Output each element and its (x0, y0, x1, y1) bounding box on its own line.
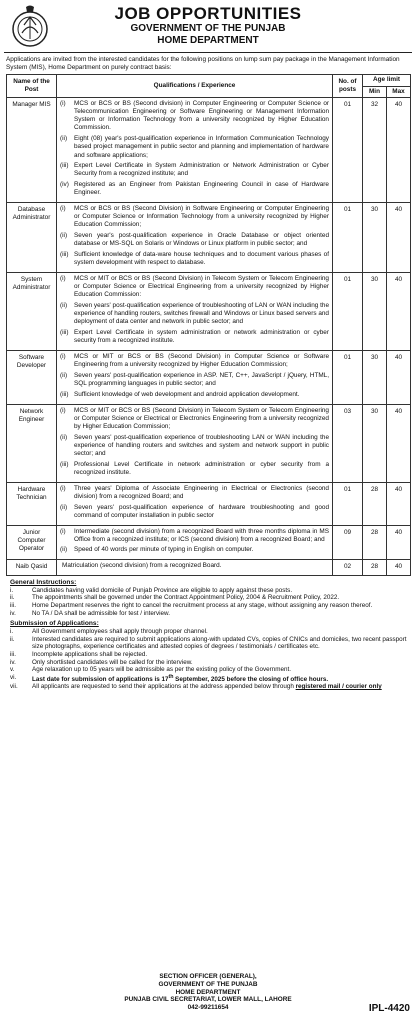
table-row (7, 404, 411, 482)
qualifications-cell (57, 404, 333, 482)
table-row (7, 97, 411, 202)
qualifications-cell (57, 351, 333, 405)
table-row (7, 272, 411, 350)
list-item: iii. Home Department reserves the right to cancel the recruitment process at any stage, without assigning any reason thereof. (10, 602, 373, 610)
qualification-item: (i) MCS or MIT or BCS or BS (Second Division) in Telecom System or Telecom Engineering or Computer Science or Electrical Engineering from a university recognized by Higher Education Commission: (60, 274, 329, 299)
posts-count: 01 (333, 272, 363, 350)
list-item: iv. Only shortlisted candidates will be called for the interview. (10, 658, 193, 666)
header (4, 2, 412, 53)
list-item: ii. Interested candidates are required to submit applications along-with updated CVs, copies of CNICs and domiciles, two recent passport size photographs, experience certificates and attested copies of degrees / testimonials / certificates etc. (10, 635, 407, 651)
posts-count: 03 (333, 404, 363, 482)
header-age-limit: Age limit (363, 75, 411, 86)
qualification-item: (ii) Seven years' post-qualification experience of hardware troubleshooting and good command of computer installation in public sector (60, 503, 329, 519)
post-name: Database Administrator (7, 203, 57, 273)
list-item: v. Age relaxation up to 05 years will be admissible as per the existing policy of the Government. (10, 666, 292, 674)
qualification-item: (iii) Sufficient knowledge of web development and android application development. (60, 390, 300, 398)
age-min: 28 (363, 560, 387, 576)
header-age-min: Min (363, 86, 387, 97)
qualification-item: (ii) Speed of 40 words per minute of typing in English on computer. (60, 546, 254, 554)
post-name: System Administrator (7, 272, 57, 350)
age-max: 40 (387, 97, 411, 202)
post-name: Network Engineer (7, 404, 57, 482)
header-age-max: Max (387, 86, 411, 97)
list-item: iv. No TA / DA shall be admissible for test / interview. (10, 609, 171, 617)
age-min: 28 (363, 525, 387, 560)
posts-count: 01 (333, 351, 363, 405)
footer-address (4, 973, 412, 1021)
punjab-emblem-icon (10, 5, 50, 49)
age-max: 40 (387, 203, 411, 273)
qualification-item: (iii) Sufficient knowledge of data-ware house techniques and to document various phases of system development with respect to database. (60, 251, 329, 267)
qualifications-cell (57, 560, 333, 576)
table-row (7, 351, 411, 405)
posts-count: 01 (333, 97, 363, 202)
qualification-item: (i) MCS or BCS or BS (Second division) in Computer Engineering or Computer Science or Telecommunication Engineering or Software Engineering or Management Information System or Information Technology from a university recognized by Higher Education Commission. (60, 99, 329, 132)
table-row (7, 203, 411, 273)
qualifications-cell (57, 525, 333, 560)
post-name: Naib Qasid (7, 560, 57, 576)
qualifications-cell (57, 97, 333, 202)
qualification-item: (ii) Eight (08) year's post-qualification experience in Information Communication Technology based project management in public sector and planning and implementation of hardware and software applications; (60, 135, 329, 159)
advertisement-page (4, 2, 412, 1022)
address-instruction: All applicants are requested to send their applications at the address appended below through (32, 683, 296, 691)
list-item: ii. The appointments shall be governed under the Contract Appointment Policy, 2004 & Recruitment Policy, 2022. (10, 594, 340, 602)
header-title: JOB OPPORTUNITIES (114, 4, 302, 23)
footer-phone: 042-99211654 (187, 1004, 229, 1012)
submission-last-date: vi. Last date for submission of applications is 17th September, 2025 before the closing of office hours. vii. All applicants are requested to send their applications at the address appended below through registered mail / courier only (10, 673, 382, 691)
general-instructions-list (10, 587, 408, 617)
qualifications-cell (57, 203, 333, 273)
qualification-item: (i) MCS or BCS or BS (Second Division) in Software Engineering or Computer Engineering or Computer Science or Information Technology from a university recognized by Higher Education Commission; (60, 205, 329, 229)
table-row (7, 525, 411, 560)
age-max: 40 (387, 525, 411, 560)
table-row (7, 482, 411, 525)
header-government: GOVERNMENT OF THE PUNJAB (130, 23, 286, 34)
qualification-item: (ii) Seven years' post-qualification experience of troubleshooting LAN or WAN including the experience of handling routers and switches and system and network support in public sector; and (60, 433, 329, 458)
qualifications-cell (57, 482, 333, 525)
qualification-item: (iv) Registered as an Engineer from Pakistan Engineering Council in case of Hardware Engineer. (60, 181, 329, 197)
header-department: HOME DEPARTMENT (157, 35, 259, 46)
age-min: 32 (363, 97, 387, 202)
qualification-item: (iii) Professional Level Certificate in network administration or cyber security from a recognized institute. (60, 460, 329, 477)
submission-title: Submission of Applications: (10, 620, 99, 628)
footer-government: GOVERNMENT OF THE PUNJAB (158, 980, 258, 988)
age-max: 40 (387, 404, 411, 482)
posts-count: 09 (333, 525, 363, 560)
qualification-item: (ii) Seven years' post-qualification experience in ASP. NET, C++, JavaScript / jQuery, HTML, SQL programming languages in public sector; and (60, 372, 329, 388)
posts-count: 01 (333, 203, 363, 273)
qualification-item: (i) Three years' Diploma of Associate Engineering in Electrical or Electronics (second division) from a recognized Board; and (60, 484, 329, 500)
posts-count: 01 (333, 482, 363, 525)
registered-mail-note: registered mail / courier only (295, 683, 382, 691)
submission-list (10, 628, 408, 674)
post-name: Manager MIS (7, 97, 57, 202)
post-name: Software Developer (7, 351, 57, 405)
header-qualifications: Qualifications / Experience (57, 75, 333, 97)
ipl-number: IPL-4420 (368, 1003, 410, 1014)
header-post: Name of the Post (7, 75, 57, 97)
footer-department: HOME DEPARTMENT (175, 988, 241, 996)
list-item: i. All Government employees shall apply through proper channel. (10, 628, 208, 636)
age-max: 40 (387, 272, 411, 350)
positions-table (6, 74, 411, 575)
qualification-item: (i) MCS or MIT or BCS or BS (Second Division) in Telecom System or Telecom Engineering or Computer Science or Electrical or Electronics Engineering from a university recognized by Higher Education Commission; (60, 406, 329, 431)
post-name: Junior Computer Operator (7, 525, 57, 560)
list-item: iii. Incomplete applications shall be rejected. (10, 651, 148, 659)
qualification-item: (i) MCS or MIT or BCS or BS (Second Division) in Computer Science or Software Engineering from a university recognized by Higher Education Commission; (60, 353, 329, 369)
qualification-item: Matriculation (second division) from a recognized Board. (62, 562, 222, 570)
qualification-item: (ii) Seven year's post-qualification experience in Oracle Database or object oriented database or MS-SQL on Solaris or Windows or Linux platform in public sector; and (60, 232, 329, 248)
last-date-text: Last date for submission of applications is 17 (32, 675, 169, 683)
qualifications-cell (57, 272, 333, 350)
posts-count: 02 (333, 560, 363, 576)
footer-address-line: PUNJAB CIVIL SECRETARIAT, LOWER MALL, LAHORE (124, 996, 292, 1004)
age-min: 30 (363, 404, 387, 482)
list-item: i. Candidates having valid domicile of Punjab Province are eligible to apply against these posts. (10, 586, 293, 594)
age-max: 40 (387, 482, 411, 525)
age-min: 30 (363, 203, 387, 273)
age-min: 28 (363, 482, 387, 525)
age-max: 40 (387, 560, 411, 576)
qualification-item: (i) Intermediate (second division) from a recognized Board with three months diploma in MS Office from a recognized institute; or ICS (second division) from a recognized Board; and (60, 527, 329, 543)
header-no-of-posts: No. of posts (333, 75, 363, 97)
table-row (7, 560, 411, 576)
footer-officer: SECTION OFFICER (GENERAL), (159, 973, 257, 980)
age-max: 40 (387, 351, 411, 405)
qualification-item: (iii) Expert Level Certificate in System Administration or Network Administration or Cyber Security from a recognized institute; and (60, 162, 329, 178)
age-min: 30 (363, 351, 387, 405)
qualification-item: (iii) Expert Level Certificate in system administration or network administration or cyber security from a recognized institute. (60, 329, 329, 345)
intro-text: Applications are invited from the interested candidates for the following positions on lump sum pay package in the Management Information System (MIS), Home Department on purely contract basis: (6, 56, 400, 72)
age-min: 30 (363, 272, 387, 350)
post-name: Hardware Technician (7, 482, 57, 525)
general-instructions-title: General Instructions: (10, 578, 77, 586)
qualification-item: (ii) Seven years' post-qualification experience of troubleshooting of LAN or WAN including the experience of handling routers, switches firewall and Windows or Linux based servers and deployment of data center and network in public sector; and (60, 302, 329, 326)
